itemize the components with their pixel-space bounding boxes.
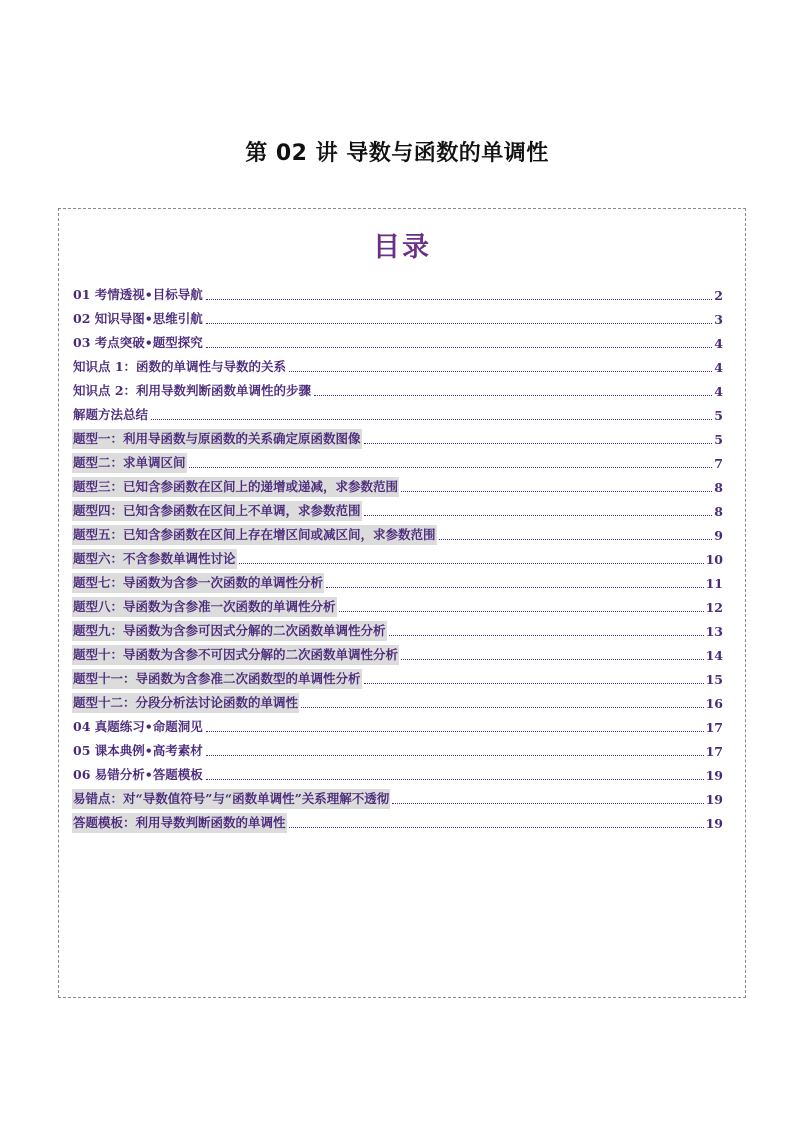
toc-entry-page: 11 bbox=[705, 576, 723, 591]
toc-leader-dots bbox=[206, 346, 713, 348]
toc-entry-page: 4 bbox=[714, 360, 723, 375]
toc-entry[interactable] bbox=[72, 569, 723, 593]
toc-leader-dots bbox=[206, 778, 704, 780]
toc-list bbox=[72, 281, 723, 833]
table-of-contents bbox=[58, 208, 746, 998]
toc-entry[interactable] bbox=[72, 761, 723, 785]
toc-entry-label: 知识点 2：利用导数判断函数单调性的步骤 bbox=[73, 383, 312, 398]
toc-leader-dots bbox=[151, 418, 712, 420]
toc-entry[interactable] bbox=[72, 713, 723, 737]
toc-entry-page: 8 bbox=[714, 480, 723, 495]
toc-entry[interactable] bbox=[72, 329, 723, 353]
toc-entry-page: 3 bbox=[714, 312, 723, 327]
toc-leader-dots bbox=[206, 754, 704, 756]
toc-entry-page: 5 bbox=[714, 408, 723, 423]
toc-entry[interactable] bbox=[72, 473, 723, 497]
toc-entry-label: 题型一：利用导函数与原函数的关系确定原函数图像 bbox=[72, 429, 362, 449]
toc-entry[interactable] bbox=[72, 401, 723, 425]
toc-leader-dots bbox=[301, 706, 704, 708]
toc-entry[interactable] bbox=[72, 593, 723, 617]
toc-leader-dots bbox=[364, 442, 713, 444]
document-title: 第 02 讲 导数与函数的单调性 bbox=[245, 141, 549, 166]
toc-entry-page: 7 bbox=[714, 456, 723, 471]
toc-entry-page: 16 bbox=[705, 696, 723, 711]
toc-entry-page: 2 bbox=[714, 288, 723, 303]
toc-entry[interactable] bbox=[72, 449, 723, 473]
toc-entry-label: 01 考情透视•目标导航 bbox=[73, 287, 203, 302]
toc-entry-label: 题型十二：分段分析法讨论函数的单调性 bbox=[72, 693, 299, 713]
toc-entry[interactable] bbox=[72, 497, 723, 521]
toc-entry[interactable] bbox=[72, 665, 723, 689]
toc-leader-dots bbox=[392, 802, 703, 804]
toc-entry[interactable] bbox=[72, 281, 723, 305]
toc-entry-page: 4 bbox=[714, 336, 723, 351]
toc-entry-label: 题型二：求单调区间 bbox=[72, 453, 187, 473]
toc-entry[interactable] bbox=[72, 545, 723, 569]
toc-leader-dots bbox=[364, 682, 704, 684]
toc-entry-label: 06 易错分析•答题模板 bbox=[73, 767, 203, 782]
toc-leader-dots bbox=[206, 298, 713, 300]
toc-entry-label: 03 考点突破•题型探究 bbox=[73, 335, 203, 350]
toc-entry-label: 题型十：导函数为含参不可因式分解的二次函数单调性分析 bbox=[72, 645, 399, 665]
toc-entry-page: 5 bbox=[714, 432, 723, 447]
toc-leader-dots bbox=[289, 370, 712, 372]
toc-entry-page: 14 bbox=[705, 648, 723, 663]
toc-leader-dots bbox=[289, 826, 704, 828]
toc-leader-dots bbox=[206, 730, 704, 732]
toc-entry[interactable] bbox=[72, 353, 723, 377]
toc-leader-dots bbox=[401, 490, 712, 492]
toc-entry-page: 19 bbox=[705, 792, 723, 807]
toc-entry-label: 解题方法总结 bbox=[73, 407, 149, 422]
toc-entry[interactable] bbox=[72, 689, 723, 713]
toc-entry[interactable] bbox=[72, 425, 723, 449]
toc-entry-page: 4 bbox=[714, 384, 723, 399]
toc-entry-label: 答题模板：利用导数判断函数的单调性 bbox=[72, 813, 287, 833]
toc-entry-label: 题型七：导函数为含参一次函数的单调性分析 bbox=[72, 573, 324, 593]
toc-entry-page: 17 bbox=[705, 744, 723, 759]
toc-entry[interactable] bbox=[72, 809, 723, 833]
toc-entry-label: 题型八：导函数为含参准一次函数的单调性分析 bbox=[72, 597, 337, 617]
toc-entry-label: 02 知识导图•思维引航 bbox=[73, 311, 203, 326]
toc-leader-dots bbox=[339, 610, 704, 612]
toc-entry-page: 10 bbox=[705, 552, 723, 567]
toc-entry-page: 13 bbox=[705, 624, 723, 639]
toc-entry-label: 题型三：已知含参函数在区间上的递增或递减，求参数范围 bbox=[72, 477, 399, 497]
toc-entry-page: 15 bbox=[705, 672, 723, 687]
toc-entry-label: 题型六：不含参数单调性讨论 bbox=[72, 549, 237, 569]
toc-entry-label: 题型四：已知含参函数在区间上不单调，求参数范围 bbox=[72, 501, 362, 521]
toc-entry[interactable] bbox=[72, 617, 723, 641]
toc-leader-dots bbox=[239, 562, 704, 564]
toc-entry-label: 知识点 1：函数的单调性与导数的关系 bbox=[73, 359, 287, 374]
toc-leader-dots bbox=[326, 586, 704, 588]
toc-leader-dots bbox=[314, 394, 712, 396]
toc-entry-label: 04 真题练习•命题洞见 bbox=[73, 719, 203, 734]
toc-entry-label: 题型十一：导函数为含参准二次函数型的单调性分析 bbox=[72, 669, 362, 689]
toc-entry-label: 05 课本典例•高考素材 bbox=[73, 743, 203, 758]
toc-leader-dots bbox=[439, 538, 713, 540]
toc-entry-page: 19 bbox=[705, 816, 723, 831]
toc-entry-label: 题型五：已知含参函数在区间上存在增区间或减区间，求参数范围 bbox=[72, 525, 437, 545]
toc-leader-dots bbox=[389, 634, 704, 636]
toc-entry[interactable] bbox=[72, 521, 723, 545]
toc-leader-dots bbox=[189, 466, 713, 468]
toc-entry[interactable] bbox=[72, 305, 723, 329]
toc-entry[interactable] bbox=[72, 641, 723, 665]
toc-entry-page: 12 bbox=[705, 600, 723, 615]
toc-heading: 目录 bbox=[373, 232, 431, 263]
toc-entry-page: 8 bbox=[714, 504, 723, 519]
toc-leader-dots bbox=[401, 658, 704, 660]
toc-entry-page: 19 bbox=[705, 768, 723, 783]
toc-entry[interactable] bbox=[72, 737, 723, 761]
toc-entry-label: 易错点：对“导数值符号”与“函数单调性”关系理解不透彻 bbox=[72, 789, 390, 809]
toc-leader-dots bbox=[206, 322, 713, 324]
toc-leader-dots bbox=[364, 514, 713, 516]
toc-entry[interactable] bbox=[72, 785, 723, 809]
toc-entry[interactable] bbox=[72, 377, 723, 401]
toc-entry-page: 17 bbox=[705, 720, 723, 735]
toc-entry-page: 9 bbox=[714, 528, 723, 543]
toc-entry-label: 题型九：导函数为含参可因式分解的二次函数单调性分析 bbox=[72, 621, 387, 641]
